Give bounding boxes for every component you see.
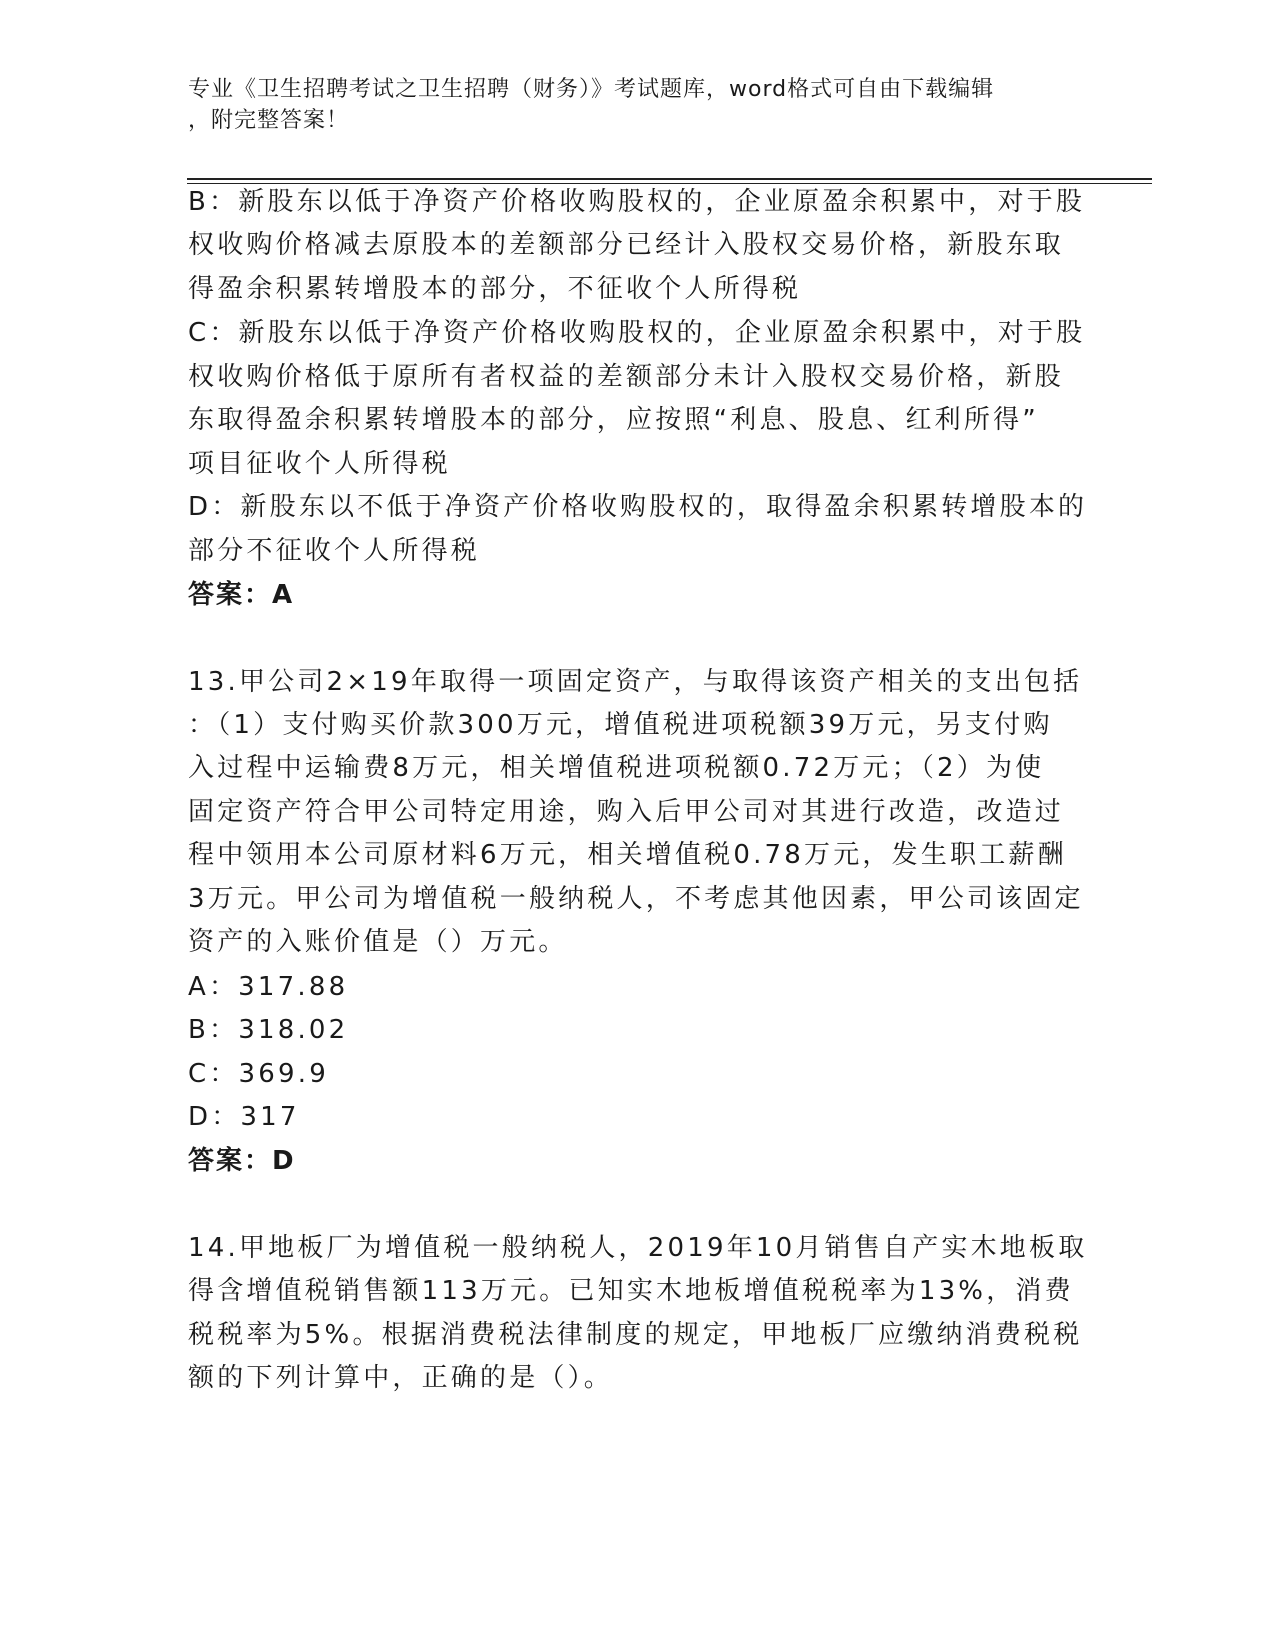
q13-stem-line-2: ：（1）支付购买价款300万元，增值税进项税额39万元，另支付购 xyxy=(188,710,1053,740)
q12-option-b-line-2: 权收购价格减去原股本的差额部分已经计入股权交易价格，新股东取 xyxy=(188,230,1065,260)
q13-stem-line-3: 入过程中运输费8万元，相关增值税进项税额0.72万元；（2）为使 xyxy=(188,753,1045,783)
q13-option-c: C：369.9 xyxy=(188,1059,329,1089)
q12-option-d-line-1: D：新股东以不低于净资产价格收购股权的，取得盈余积累转增股本的 xyxy=(188,492,1088,522)
q13-option-b: B：318.02 xyxy=(188,1015,349,1045)
q13-stem-line-1: 13.甲公司2×19年取得一项固定资产，与取得该资产相关的支出包括 xyxy=(188,667,1083,697)
q12-option-c-line-3: 东取得盈余积累转增股本的部分，应按照“利息、股息、红利所得” xyxy=(188,405,1039,435)
q13-stem-line-7: 资产的入账价值是（）万元。 xyxy=(188,927,568,957)
header-rule-thick xyxy=(187,178,1152,180)
q13-stem-line-6: 3万元。甲公司为增值税一般纳税人，不考虑其他因素，甲公司该固定 xyxy=(188,884,1084,914)
q12-answer: 答案：A xyxy=(188,580,295,610)
q12-option-c-line-1: C：新股东以低于净资产价格收购股权的，企业原盈余积累中，对于股 xyxy=(188,318,1086,348)
q13-option-a: A：317.88 xyxy=(188,972,349,1002)
q13-stem-line-4: 固定资产符合甲公司特定用途，购入后甲公司对其进行改造，改造过 xyxy=(188,797,1065,827)
q14-stem-line-1: 14.甲地板厂为增值税一般纳税人，2019年10月销售自产实木地板取 xyxy=(188,1233,1088,1263)
q12-option-d-line-2: 部分不征收个人所得税 xyxy=(188,536,481,566)
q14-stem-line-3: 税税率为5%。根据消费税法律制度的规定，甲地板厂应缴纳消费税税 xyxy=(188,1320,1083,1350)
q13-answer: 答案：D xyxy=(188,1146,296,1176)
header-line-2: ，附完整答案！ xyxy=(188,108,350,133)
page-header xyxy=(188,74,1088,136)
q13-stem-line-5: 程中领用本公司原材料6万元，相关增值税0.78万元，发生职工薪酬 xyxy=(188,840,1067,870)
q12-option-c-line-2: 权收购价格低于原所有者权益的差额部分未计入股权交易价格，新股 xyxy=(188,362,1065,392)
header-rule-thin xyxy=(187,183,1152,184)
q12-option-b-line-3: 得盈余积累转增股本的部分，不征收个人所得税 xyxy=(188,274,802,304)
q13-option-d: D：317 xyxy=(188,1102,300,1132)
header-line-1: 专业《卫生招聘考试之卫生招聘（财务）》考试题库，word格式可自由下载编辑 xyxy=(188,77,995,102)
q14-stem-line-2: 得含增值税销售额113万元。已知实木地板增值税税率为13%，消费 xyxy=(188,1276,1074,1306)
q14-stem-line-4: 额的下列计算中，正确的是（）。 xyxy=(188,1363,614,1393)
q12-option-c-line-4: 项目征收个人所得税 xyxy=(188,449,451,479)
q12-option-b-line-1: B：新股东以低于净资产价格收购股权的，企业原盈余积累中，对于股 xyxy=(188,187,1086,217)
